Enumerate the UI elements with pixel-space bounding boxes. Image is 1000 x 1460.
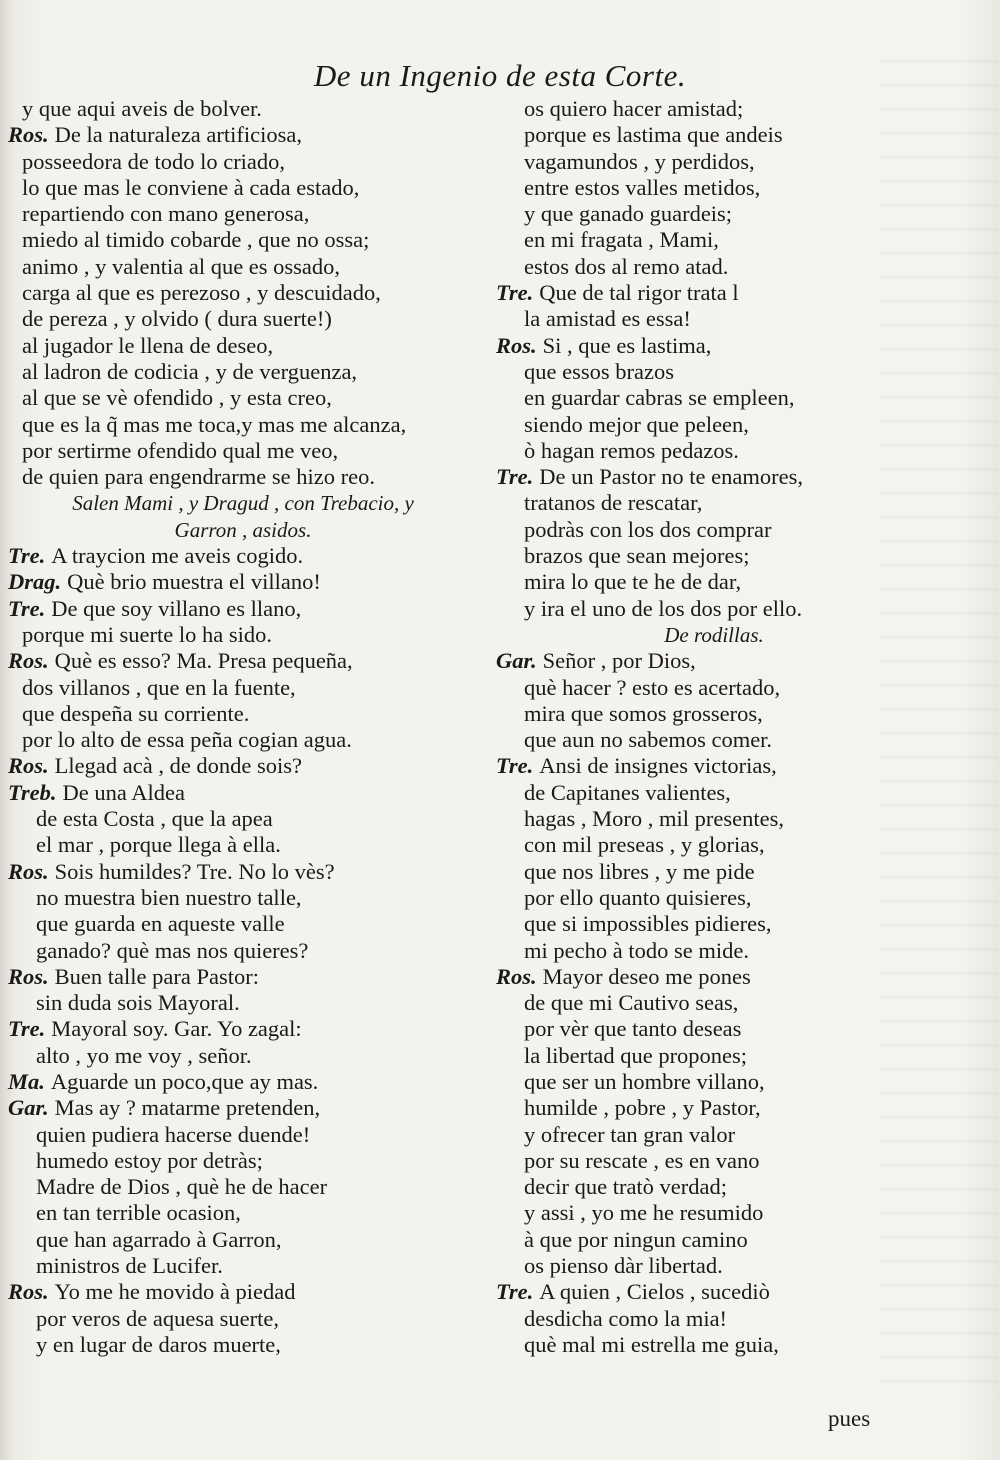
verse-line [494, 1279, 934, 1305]
line-text: la libertad que propones; [524, 1042, 748, 1068]
line-text: humilde , pobre , y Pastor, [524, 1095, 761, 1121]
verse-line [8, 1095, 478, 1121]
verse-line [8, 1306, 478, 1332]
verse-line [494, 1174, 934, 1200]
verse-line [8, 1279, 478, 1305]
verse-line [8, 1122, 478, 1148]
verse-line [494, 333, 934, 359]
line-text: mi pecho à todo se mide. [524, 937, 749, 963]
verse-line [8, 464, 478, 490]
verse-line [8, 964, 478, 990]
line-text: en tan terrible ocasion, [36, 1200, 241, 1226]
verse-line [494, 254, 934, 280]
speaker-label: Gar. [8, 1095, 49, 1121]
verse-line [494, 569, 934, 595]
line-text: à que por ningun camino [524, 1226, 748, 1252]
verse-line [494, 1069, 934, 1095]
line-text: en mi fragata , Mami, [524, 227, 719, 253]
verse-line [8, 1016, 478, 1042]
line-text: podràs con los dos comprar [524, 516, 772, 542]
line-text: Mas ay ? matarme pretenden, [54, 1095, 321, 1121]
verse-line [8, 359, 478, 385]
verse-line [494, 806, 934, 832]
line-text: la amistad es essa! [524, 306, 691, 332]
verse-line [8, 1069, 478, 1095]
line-text: con mil preseas , y glorias, [524, 832, 765, 858]
verse-line [8, 911, 478, 937]
line-text: miedo al timido cobarde , que no ossa; [22, 227, 370, 253]
verse-line [494, 438, 934, 464]
verse-line [8, 938, 478, 964]
line-text: Sois humildes? Tre. No lo vès? [54, 858, 335, 884]
verse-line [494, 412, 934, 438]
verse-line [494, 385, 934, 411]
speaker-label: Ros. [496, 332, 537, 358]
speaker-label: Drag. [8, 569, 62, 595]
catchword: pues [828, 1406, 871, 1431]
verse-line [8, 149, 478, 175]
line-text: De que soy villano es llano, [51, 595, 302, 621]
speaker-label: Treb. [8, 779, 57, 805]
verse-line [494, 1016, 934, 1042]
line-text: porque es lastima que andeis [524, 122, 783, 148]
verse-line [494, 727, 934, 753]
verse-line [494, 96, 934, 122]
verse-line [8, 701, 478, 727]
speaker-label: Tre. [496, 464, 534, 490]
verse-line [8, 201, 478, 227]
stage-direction [8, 517, 478, 543]
line-text: humedo estoy por detràs; [36, 1147, 263, 1173]
line-text: Madre de Dios , què he de hacer [36, 1174, 328, 1200]
speaker-label: Ros. [496, 963, 537, 989]
verse-line [494, 1200, 934, 1226]
line-text: por veros de aquesa suerte, [36, 1305, 280, 1331]
right-column [494, 96, 934, 1358]
line-text: mira que somos grosseros, [524, 700, 763, 726]
line-text: el mar , porque llega à ella. [36, 832, 281, 858]
verse-line [494, 280, 934, 306]
line-text: decir que tratò verdad; [524, 1174, 728, 1200]
verse-line [494, 648, 934, 674]
verse-line [494, 780, 934, 806]
stage-direction [494, 622, 934, 648]
verse-line [494, 1095, 934, 1121]
verse-line [8, 1148, 478, 1174]
verse-line [494, 596, 934, 622]
verse-line [494, 675, 934, 701]
line-text: ministros de Lucifer. [36, 1253, 223, 1279]
verse-line [8, 990, 478, 1016]
line-text: lo que mas le conviene à cada estado, [22, 174, 360, 200]
line-text: por ello quanto quisieres, [524, 884, 752, 910]
line-text: Que de tal rigor trata l [539, 280, 739, 306]
speaker-label: Gar. [496, 648, 537, 674]
verse-line [8, 306, 478, 332]
speaker-label: Tre. [496, 1279, 534, 1305]
line-text: A traycion me aveis cogido. [51, 543, 304, 569]
line-text: què hacer ? esto es acertado, [524, 674, 781, 700]
line-text: alto , yo me voy , señor. [36, 1042, 252, 1068]
line-text: mira lo que te he de dar, [524, 569, 742, 595]
line-text: Què brio muestra el villano! [67, 569, 321, 595]
line-text: en guardar cabras se empleen, [524, 385, 795, 411]
line-text: y en lugar de daros muerte, [36, 1331, 281, 1357]
line-text: y ofrecer tan gran valor [524, 1121, 736, 1147]
line-text: y ira el uno de los dos por ello. [524, 595, 803, 621]
speaker-label: Tre. [8, 1016, 46, 1042]
line-text: y que ganado guardeis; [524, 201, 733, 227]
line-text: tratanos de rescatar, [524, 490, 703, 516]
line-text: siendo mejor que peleen, [524, 411, 749, 437]
line-text: desdicha como la mia! [524, 1305, 728, 1331]
line-text: Si , que es lastima, [542, 332, 712, 358]
speaker-label: Ros. [8, 1279, 49, 1305]
line-text: que si impossibles pidieres, [524, 911, 772, 937]
verse-line [8, 885, 478, 911]
verse-line [8, 175, 478, 201]
line-text: Ansi de insignes victorias, [539, 753, 777, 779]
verse-line [494, 1043, 934, 1069]
line-text: por su rescate , es en vano [524, 1147, 760, 1173]
verse-line [8, 753, 478, 779]
line-text: y que aqui aveis de bolver. [22, 96, 262, 121]
line-text: carga al que es perezoso , y descuidado, [22, 280, 381, 306]
line-text: os pienso dàr libertad. [524, 1253, 723, 1279]
line-text: De rodillas. [664, 622, 764, 647]
verse-line [494, 201, 934, 227]
verse-line [494, 1122, 934, 1148]
line-text: De una Aldea [62, 779, 185, 805]
verse-line [8, 1043, 478, 1069]
verse-line [8, 859, 478, 885]
speaker-label: Ros. [8, 963, 49, 989]
verse-line [8, 727, 478, 753]
line-text: què mal mi estrella me guia, [524, 1331, 779, 1357]
line-text: de pereza , y olvido ( dura suerte!) [22, 306, 332, 332]
line-text: animo , y valentia al que es ossado, [22, 253, 341, 279]
line-text: por sertirme ofendido qual me veo, [22, 437, 339, 463]
verse-line [8, 806, 478, 832]
verse-line [494, 938, 934, 964]
verse-line [8, 438, 478, 464]
verse-line [8, 780, 478, 806]
verse-line [494, 490, 934, 516]
verse-line [494, 1148, 934, 1174]
speaker-label: Ros. [8, 858, 49, 884]
line-text: Aguarde un poco,que ay mas. [50, 1068, 319, 1094]
line-text: De un Pastor no te enamores, [539, 464, 803, 490]
verse-line [8, 1227, 478, 1253]
verse-line [8, 1174, 478, 1200]
line-text: Salen Mami , y Dragud , con Trebacio, y [72, 491, 414, 516]
verse-line [494, 832, 934, 858]
line-text: de quien para engendrarme se hizo reo. [22, 464, 375, 490]
verse-line [494, 543, 934, 569]
line-text: hagas , Moro , mil presentes, [524, 806, 784, 832]
verse-line [494, 359, 934, 385]
line-text: Buen talle para Pastor: [54, 963, 259, 989]
verse-line [8, 569, 478, 595]
verse-line [8, 96, 478, 122]
line-text: y assi , yo me he resumido [524, 1200, 764, 1226]
line-text: quien pudiera hacerse duende! [36, 1121, 311, 1147]
verse-line [8, 333, 478, 359]
speaker-label: Ros. [8, 122, 49, 148]
line-text: ò hagan remos pedazos. [524, 437, 739, 463]
line-text: Señor , por Dios, [542, 648, 696, 674]
verse-line [494, 1306, 934, 1332]
verse-line [8, 227, 478, 253]
stage-direction [8, 490, 478, 516]
line-text: que essos brazos [524, 358, 674, 384]
verse-line [8, 832, 478, 858]
verse-line [494, 911, 934, 937]
line-text: que guarda en aqueste valle [36, 911, 285, 937]
left-column [8, 96, 478, 1358]
verse-line [8, 385, 478, 411]
verse-line [8, 412, 478, 438]
line-text: dos villanos , que en la fuente, [22, 674, 296, 700]
line-text: Garron , asidos. [174, 517, 312, 542]
line-text: que nos libres , y me pide [524, 858, 755, 884]
verse-line [494, 122, 934, 148]
verse-line [494, 701, 934, 727]
speaker-label: Ma. [8, 1068, 45, 1094]
line-text: que es la q̃ mas me toca,y mas me alcanza, [22, 411, 407, 437]
line-text: Yo me he movido à piedad [54, 1279, 296, 1305]
running-head: De un Ingenio de esta Corte. [313, 58, 687, 93]
line-text: entre estos valles metidos, [524, 174, 761, 200]
verse-line [494, 517, 934, 543]
verse-line [494, 306, 934, 332]
line-text: por vèr que tanto deseas [524, 1016, 742, 1042]
verse-line [8, 675, 478, 701]
line-text: os quiero hacer amistad; [524, 96, 744, 121]
verse-line [494, 1227, 934, 1253]
line-text: De la naturaleza artificiosa, [54, 122, 302, 148]
verse-line [8, 648, 478, 674]
verse-line [8, 280, 478, 306]
verse-line [8, 1332, 478, 1358]
verse-line [494, 464, 934, 490]
speaker-label: Tre. [8, 595, 46, 621]
line-text: que aun no sabemos comer. [524, 727, 773, 753]
line-text: vagamundos , y perdidos, [524, 148, 755, 174]
speaker-label: Ros. [8, 753, 49, 779]
verse-line [8, 122, 478, 148]
line-text: no muestra bien nuestro talle, [36, 884, 302, 910]
line-text: al que se vè ofendido , y esta creo, [22, 385, 332, 411]
speaker-label: Tre. [496, 753, 534, 779]
speaker-label: Tre. [496, 280, 534, 306]
line-text: porque mi suerte lo ha sido. [22, 621, 272, 647]
verse-line [494, 753, 934, 779]
line-text: Llegad acà , de donde sois? [54, 753, 303, 779]
verse-line [494, 175, 934, 201]
verse-line [494, 149, 934, 175]
verse-line [494, 859, 934, 885]
verse-line [8, 622, 478, 648]
line-text: repartiendo con mano generosa, [22, 201, 310, 227]
verse-line [494, 990, 934, 1016]
verse-line [494, 227, 934, 253]
line-text: posseedora de todo lo criado, [22, 148, 286, 174]
speaker-label: Tre. [8, 543, 46, 569]
speaker-label: Ros. [8, 648, 49, 674]
line-text: sin duda sois Mayoral. [36, 990, 240, 1016]
line-text: de Capitanes valientes, [524, 779, 731, 805]
verse-line [494, 1332, 934, 1358]
verse-line [8, 1200, 478, 1226]
verse-line [494, 964, 934, 990]
line-text: A quien , Cielos , sucediò [539, 1279, 770, 1305]
line-text: ganado? què mas nos quieres? [36, 937, 309, 963]
verse-line [8, 596, 478, 622]
line-text: al ladron de codicia , y de verguenza, [22, 358, 358, 384]
line-text: Mayor deseo me pones [542, 963, 751, 989]
line-text: que han agarrado à Garron, [36, 1226, 282, 1252]
line-text: estos dos al remo atad. [524, 253, 729, 279]
line-text: Què es esso? Ma. Presa pequeña, [54, 648, 353, 674]
line-text: de esta Costa , que la apea [36, 806, 273, 832]
verse-line [8, 254, 478, 280]
line-text: al jugador le llena de deseo, [22, 332, 274, 358]
verse-line [8, 543, 478, 569]
line-text: que ser un hombre villano, [524, 1068, 765, 1094]
line-text: brazos que sean mejores; [524, 543, 750, 569]
verse-line [494, 885, 934, 911]
verse-line [8, 1253, 478, 1279]
line-text: por lo alto de essa peña cogian agua. [22, 727, 352, 753]
verse-line [494, 1253, 934, 1279]
line-text: de que mi Cautivo seas, [524, 990, 739, 1016]
line-text: que despeña su corriente. [22, 700, 250, 726]
line-text: Mayoral soy. Gar. Yo zagal: [51, 1016, 302, 1042]
